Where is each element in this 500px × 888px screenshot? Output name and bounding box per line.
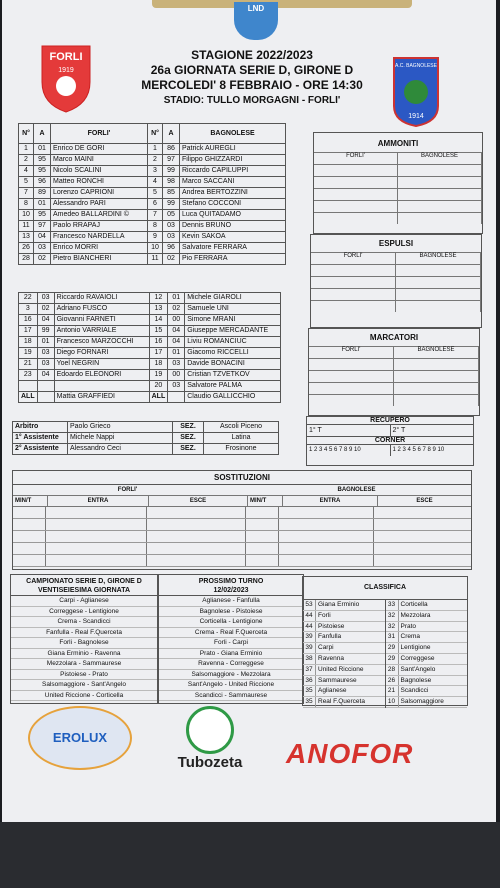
bagnolese-logo [392,56,440,128]
cell: Pietro BIANCHERI [51,254,148,265]
cell: Enrico DE GORI [51,144,148,155]
clipboard-clip [152,0,412,8]
anofor-logo: ANOFOR [286,738,414,769]
fixture-row: United Riccione - Corticella [11,691,157,702]
lineup-row [19,144,286,155]
bagnolese-logo-text: A.C. BAGNOLESE [395,63,437,69]
bench-row [19,337,281,348]
cell: 23 [19,370,38,381]
cell: Filippo GHIZZARDI [180,155,286,166]
standing-row [303,611,385,622]
cell: Diego FORNARI [54,348,149,359]
stadium: STADIO: TULLO MORGAGNI - FORLI' [163,95,341,106]
bench-row [19,348,281,359]
cell: 13 [19,232,34,243]
cell: Riccardo CAPILUPPI [180,166,286,177]
cell: 3 [19,304,38,315]
cell: Alessandro PARI [51,199,148,210]
cell: Mattia GRAFFIEDI [54,392,149,403]
cell: Frosinone [204,444,279,455]
marcatori-panel: MARCATORI FORLI' BAGNOLESE [308,328,480,416]
standing-points: 29 [386,654,399,664]
cell: ALL [19,392,38,403]
cell: 03 [163,221,180,232]
cell: Marco SACCANI [180,177,286,188]
cell: 05 [163,210,180,221]
cell: 4 [148,177,163,188]
bench-row [19,315,281,326]
cell: 97 [163,155,180,166]
cell: 04 [37,315,54,326]
cell: 6 [148,199,163,210]
standing-points: 32 [386,622,399,632]
cell: 95 [34,155,51,166]
cell: 01 [168,348,185,359]
ammoniti-panel: AMMONITI FORLI' BAGNOLESE [313,132,483,234]
standing-points: 33 [386,600,399,610]
standing-points: 32 [386,611,399,621]
fixture-row: Scandicci - Sammaurese [159,691,303,702]
cell: 01 [168,293,185,304]
cell: 10 [19,210,34,221]
lineup-row [19,210,286,221]
cell: 1 [19,144,34,155]
cell: Edoardo ELEONORI [54,370,149,381]
cell: 3 [148,166,163,177]
cell: Simone MRANI [185,315,281,326]
cell: 26 [19,243,34,254]
standing-team: Sant'Angelo [400,665,436,673]
erolux-logo: EROLUX [28,706,132,770]
cell: 04 [168,326,185,337]
standing-team: Carpi [318,644,334,652]
standing-row [303,654,385,665]
cell: ALL [149,392,168,403]
standing-points: 26 [386,676,399,686]
cell: 11 [19,221,34,232]
cell: Pio FERRARA [180,254,286,265]
standing-points: 44 [303,622,316,632]
standing-points: 39 [303,632,316,642]
cell: 01 [34,199,51,210]
official-row [13,444,279,455]
forli-logo-year: 1919 [58,67,74,74]
cell: 21 [19,359,38,370]
fixture-row: Corticella - Lentigione [159,617,303,628]
cell: 03 [37,359,54,370]
standing-row [386,622,468,633]
official-row [13,433,279,444]
bench-row [19,293,281,304]
cell: Riccardo RAVAIOLI [54,293,149,304]
fixture-row: Prato - Giana Erminio [159,649,303,660]
cell: 8 [148,221,163,232]
background-object [0,822,500,888]
cell: 86 [163,144,180,155]
standing-row [386,632,468,643]
recupero-corner-panel: RECUPERO 1° T 2° T CORNER 1 2 3 4 5 6 7 8 9 10 1 2 3 4 5 6 7 8 9 10 [306,416,474,466]
match-date: MERCOLEDI' 8 FEBBRAIO - ORE 14:30 [141,78,363,92]
cell: Enrico MORRI [51,243,148,254]
lineup-row [19,155,286,166]
cell: Michele GIAROLI [185,293,281,304]
fixture-row: Correggese - Lentigione [11,607,157,618]
cell: 04 [168,337,185,348]
cell: 7 [19,188,34,199]
cell: 95 [34,166,51,177]
cell: 28 [19,254,34,265]
fixture-row: Giana Erminio - Ravenna [11,649,157,660]
cell: Claudio GALLICCHIO [185,392,281,403]
cell: 5 [148,188,163,199]
cell: Andrea BERTOZZINI [180,188,286,199]
official-row [13,422,279,433]
standing-team: Giana Erminio [318,601,360,608]
standing-team: Corticella [400,601,428,608]
cell: 1° Assistente [13,433,68,444]
standing-points: 53 [303,600,316,610]
lineup-row [19,166,286,177]
cell: Luca QUITADAMO [180,210,286,221]
cell: Liviu ROMANCIUC [185,337,281,348]
substitutions-panel: SOSTITUZIONI FORLI' BAGNOLESE MIN/T ENTRA ESCE MIN/T ENTRA ESCE [12,470,472,570]
standing-row [386,654,468,665]
standing-points: 37 [303,665,316,675]
standing-row [303,632,385,643]
substitution-row [13,543,471,555]
substitution-row [13,531,471,543]
season: STAGIONE 2022/2023 [191,48,313,62]
cell: Cristian TZVETKOV [185,370,281,381]
standing-team: Real F.Querceta [318,698,365,706]
standing-points: 38 [303,654,316,664]
fixture-row: Carpi - Aglianese [11,596,157,607]
lnd-logo: LND [234,2,278,40]
cell: Alessandro Ceci [68,444,173,455]
current-round-panel: CAMPIONATO SERIE D, GIRONE D VENTISEIESIMA GIORNATA Carpi - Aglianese Correggese - Lentigione Crema - Scandicci Fanfulla - Real F.Querceta Forli - Bagnolese Giana Erminio - Ravenna Mezzolara - Sammaurese Pistoiese - Prato Salsomaggiore - Sant'Angelo United Riccione - Corticella [10,574,158,704]
cell: Stefano COCCONI [180,199,286,210]
cell: Francesco NARDELLA [51,232,148,243]
fixture-row: Fanfulla - Real F.Querceta [11,628,157,639]
espulsi-panel: ESPULSI FORLI' BAGNOLESE [310,234,482,328]
fixture-row: Pistoiese - Prato [11,670,157,681]
substitution-row [13,555,471,567]
cell: Marco MAINI [51,155,148,166]
standing-points: 31 [386,632,399,642]
cell: 98 [163,177,180,188]
bench-row [19,326,281,337]
standing-row [303,665,385,676]
cell: SEZ. [173,444,204,455]
cell: SEZ. [173,433,204,444]
cell: 14 [149,315,168,326]
cell: 03 [34,243,51,254]
match-sheet [2,0,496,822]
cell: 04 [37,370,54,381]
bench-row [19,359,281,370]
cell: 16 [149,337,168,348]
cell: Francesco MARZOCCHI [54,337,149,348]
cell: 15 [149,326,168,337]
bench-table [18,292,281,403]
cell: 2 [19,155,34,166]
cell: 12 [149,293,168,304]
cell: 9 [148,232,163,243]
standing-row [386,611,468,622]
cell: 99 [37,326,54,337]
substitution-row [13,519,471,531]
next-round-panel: PROSSIMO TURNO 12/02/2023 Aglianese - Fanfulla Bagnolese - Pistoiese Corticella - Lentigione Crema - Real F.Querceta Forli - Carpi Prato - Giana Erminio Ravenna - Correggese Salsomaggiore - Mezzolara Sant'Angelo - United Riccione Scandicci - Sammaurese [158,574,304,704]
fixture-row: Crema - Real F.Querceta [159,628,303,639]
standing-points: 10 [386,697,399,707]
lineup-row [19,177,286,188]
cell: 20 [149,381,168,392]
standing-row [303,600,385,611]
cell: Ascoli Piceno [204,422,279,433]
standing-points: 35 [303,697,316,707]
cell: 99 [163,166,180,177]
cell: 17 [19,326,38,337]
coaches-row [19,392,281,403]
tubozeta-logo: Tubozeta [162,706,258,770]
forli-logo-text: FORLI [49,51,83,63]
cell: Michele Nappi [68,433,173,444]
cell: 18 [19,337,38,348]
lineup-row [19,199,286,210]
tubozeta-icon [186,706,234,754]
cell: 16 [19,315,38,326]
cell: Antonio VARRIALE [54,326,149,337]
cell: 18 [149,359,168,370]
cell: 03 [163,232,180,243]
cell: Patrick AUREGLI [180,144,286,155]
cell: SEZ. [173,422,204,433]
standing-row [386,600,468,611]
cell: Latina [204,433,279,444]
cell: Nicolo SCALINI [51,166,148,177]
cell: 19 [149,370,168,381]
cell: 03 [37,348,54,359]
fixture-row: Forli - Carpi [159,638,303,649]
cell: Giuseppe MERCADANTE [185,326,281,337]
cell: 89 [34,188,51,199]
lineup-row [19,188,286,199]
bench-row [19,304,281,315]
standing-team: Correggese [400,654,435,662]
cell: Samuele UNI [185,304,281,315]
bagnolese-logo-year: 1914 [408,113,424,120]
fixture-row: Aglianese - Fanfulla [159,596,303,607]
lineup-row [19,254,286,265]
fixture-row: Ravenna - Correggese [159,659,303,670]
cell: 10 [148,243,163,254]
cell: 95 [34,210,51,221]
cell: 03 [168,359,185,370]
cell: 11 [148,254,163,265]
standing-team: Pistoiese [318,622,345,630]
standing-points: 44 [303,611,316,621]
standing-team: Mezzolara [400,611,431,619]
standings-panel: CLASSIFICA 53 Giana Erminio 44 Forli 44 Pistoiese 39 Fanfulla 39 Carpi 38 Ravenna 37 United Riccione 36 Sammaurese 35 Aglianese 35 Real F.Querceta 33 Corticella 32 Mezzolara 32 Prato 31 Crema 29 Lentigione 29 Correggese 28 Sant'Angelo 26 Bagnolese 21 Scandicci 10 Salsomaggiore [302,576,468,706]
standing-row [386,665,468,676]
cell: Giacomo RICCELLI [185,348,281,359]
cell: 97 [34,221,51,232]
cell: Davide BONACINI [185,359,281,370]
cell: 04 [34,232,51,243]
standing-row [303,686,385,697]
cell: Matteo RONCHI [51,177,148,188]
standing-row [303,697,385,708]
standing-row [303,643,385,654]
lineup-row [19,221,286,232]
fixture-row: Crema - Scandicci [11,617,157,628]
cell: Lorenzo CAPRIONI [51,188,148,199]
standing-row [386,697,468,708]
cell: Dennis BRUNO [180,221,286,232]
round: 26a GIORNATA SERIE D, GIRONE D [150,63,354,77]
cell: 19 [19,348,38,359]
cell: 2 [148,155,163,166]
cell: 03 [168,381,185,392]
fixture-row: Sant'Angelo - United Riccione [159,680,303,691]
cell: 02 [34,254,51,265]
standing-row [386,643,468,654]
cell: 00 [168,315,185,326]
starters-table: N° A FORLI' N° A BAGNOLESE 1 01 Enrico DE GORI 1 86 Patrick AUREGLI 2 95 Marco MAINI 2 97 Filippo GHIZZARDI 4 95 Nicolo SCALINI 3 99 Riccardo CAPILUPPI 5 96 Matteo RONCHI 4 98 Marco SACCANI 7 89 Lorenzo CAPRIONI 5 85 Andrea BERTOZZINI 8 01 Alessandro PARI 6 99 Stefano COCCONI 10 95 Amedeo BALLARDINI © 7 05 Luca QUITADAMO 11 97 Paolo RRAPAJ 8 03 Dennis BRUNO 13 04 Francesco NARDELLA 9 03 Kevin SAKOA 26 03 Enrico MORRI 10 96 Salvatore FERRARA 28 02 Pietro BIANCHERI 11 02 Pio FERRARA [18,123,286,265]
cell: Salvatore PALMA [185,381,281,392]
standing-team: Sammaurese [318,676,357,684]
cell: Kevin SAKOA [180,232,286,243]
standing-team: Ravenna [318,654,345,662]
cell: 85 [163,188,180,199]
cell: 00 [168,370,185,381]
fixture-row: Salsomaggiore - Mezzolara [159,670,303,681]
cell: 8 [19,199,34,210]
match-header [122,48,382,108]
fixture-row: Mezzolara - Sammaurese [11,659,157,670]
standing-team: Lentigione [400,644,431,652]
cell: 17 [149,348,168,359]
standing-team: Prato [400,622,417,630]
fixture-row: Bagnolese - Pistoiese [159,607,303,618]
cell: Giovanni FARNETI [54,315,149,326]
standing-team: Scandicci [400,687,429,695]
standing-row [303,676,385,687]
standing-team: Salsomaggiore [400,698,444,706]
standing-team: Crema [400,633,421,641]
fixture-row: Forli - Bagnolese [11,638,157,649]
cell: 7 [148,210,163,221]
substitution-row [13,507,471,519]
cell: Yoel NEGRIN [54,359,149,370]
cell: 02 [37,304,54,315]
forli-logo [38,42,94,114]
standing-points: 29 [386,643,399,653]
standing-row [386,686,468,697]
cell: 99 [163,199,180,210]
cell: 22 [19,293,38,304]
cell: 03 [37,293,54,304]
cell: 13 [149,304,168,315]
cell: Paolo RRAPAJ [51,221,148,232]
lineup-row [19,232,286,243]
standing-team: Aglianese [318,687,347,695]
cell: 01 [37,337,54,348]
standing-points: 35 [303,686,316,696]
cell: 96 [163,243,180,254]
cell: 4 [19,166,34,177]
standing-points: 39 [303,643,316,653]
cell: 5 [19,177,34,188]
cell: Arbitro [13,422,68,433]
standing-points: 21 [386,686,399,696]
bench-row [19,381,281,392]
cell: 01 [34,144,51,155]
bench-row [19,370,281,381]
cell: Amedeo BALLARDINI © [51,210,148,221]
standing-team: Bagnolese [400,676,432,684]
standing-row [303,622,385,633]
fixture-row: Salsomaggiore - Sant'Angelo [11,680,157,691]
standing-team: Forli [318,611,331,619]
cell: 02 [168,304,185,315]
standing-team: United Riccione [318,665,364,673]
cell: 96 [34,177,51,188]
officials-table [12,421,279,455]
standing-team: Fanfulla [318,633,342,641]
cell: 02 [163,254,180,265]
cell: 2° Assistente [13,444,68,455]
standing-points: 36 [303,676,316,686]
lineup-row [19,243,286,254]
cell: Adriano FUSCO [54,304,149,315]
standing-points: 28 [386,665,399,675]
cell: Salvatore FERRARA [180,243,286,254]
cell: 1 [148,144,163,155]
cell: Paolo Grieco [68,422,173,433]
standing-row [386,676,468,687]
